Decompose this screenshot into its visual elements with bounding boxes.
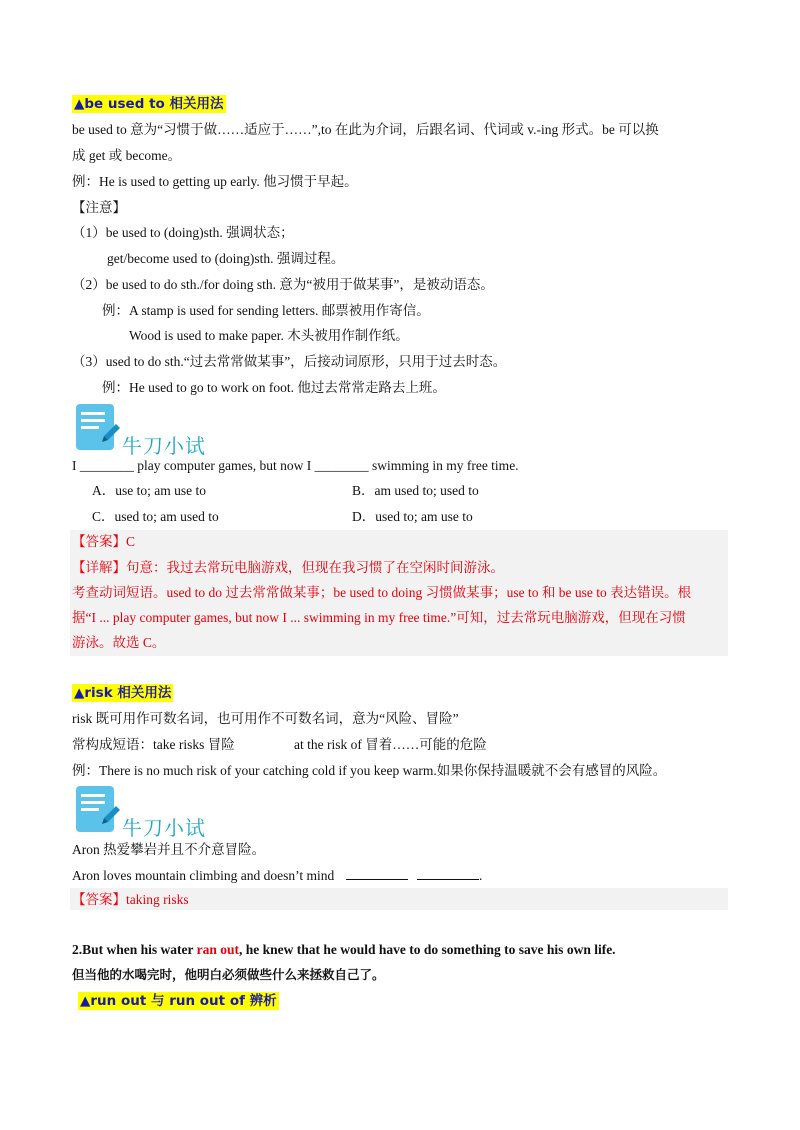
- sentence-translation: 但当他的水喝完时，他明白必须做些什么来拯救自己了。: [72, 967, 385, 982]
- quiz-question: I ________ play computer games, but now I ________ swimming in my free time.: [72, 458, 519, 473]
- notepad-pencil-icon: [74, 404, 120, 456]
- sentence-highlight: ran out: [196, 942, 240, 957]
- option-c: C．used to; am used to: [92, 509, 219, 524]
- option-b: B．am used to; used to: [352, 483, 479, 498]
- answer-line: 【答案】taking risks: [72, 892, 189, 907]
- detail-line: 考查动词短语。used to do 过去常常做某事；be used to doing 习惯做某事；use to 和 be use to 表达错误。根: [72, 585, 692, 600]
- sentence-part-2: , he knew that he would have to do something to save his own life.: [239, 942, 616, 957]
- practice-banner: [74, 786, 234, 842]
- blank-2: [417, 867, 479, 880]
- blank-1: [346, 867, 408, 880]
- text-line: 例：He used to go to work on foot. 他过去常常走路去上班。: [102, 380, 446, 395]
- practice-title: 牛刀小试: [122, 434, 206, 458]
- text-line: （2）be used to do sth./for doing sth. 意为“被用于做某事”，是被动语态。: [72, 277, 494, 292]
- text-line: risk 既可用作可数名词，也可用作不可数名词，意为“风险、冒险”: [72, 711, 459, 726]
- detail-line: 游泳。故选 C。: [72, 635, 166, 650]
- text-line: Wood is used to make paper. 木头被用作制作纸。: [129, 328, 409, 343]
- detail-line: 【详解】句意：我过去常玩电脑游戏，但现在我习惯了在空闲时间游泳。: [72, 560, 504, 575]
- practice-title: 牛刀小试: [122, 816, 206, 840]
- text-line: be used to 意为“习惯于做……适应于……”,to 在此为介词，后跟名词、代词或 v.-ing 形式。be 可以换: [72, 122, 659, 137]
- option-d: D．used to; am use to: [352, 509, 473, 524]
- practice-banner: [74, 404, 234, 460]
- text-line: at the risk of 冒着……可能的危险: [294, 737, 487, 752]
- detail-line: 据“I ... play computer games, but now I ... swimming in my free time.”可知，过去常玩电脑游戏，但现在习惯: [72, 610, 686, 625]
- text-line: get/become used to (doing)sth. 强调过程。: [107, 251, 345, 266]
- option-a: A．use to; am use to: [92, 483, 206, 498]
- quiz-prompt: Aron 热爱攀岩并且不介意冒险。: [72, 842, 266, 857]
- quiz-sentence-text: Aron loves mountain climbing and doesn’t mind: [72, 868, 335, 883]
- sentence-english: [72, 941, 616, 959]
- section-heading-risk: ▲risk 相关用法: [74, 685, 172, 701]
- section-heading-run-out: ▲run out 与 run out of 辨析: [80, 993, 277, 1009]
- answer-line: 【答案】C: [72, 534, 136, 549]
- text-line: 例：A stamp is used for sending letters. 邮票被用作寄信。: [102, 303, 430, 318]
- section-heading-be-used-to: ▲be used to 相关用法: [74, 96, 224, 112]
- note-label: 【注意】: [72, 200, 126, 215]
- notepad-pencil-icon: [74, 786, 120, 838]
- text-line: 例：There is no much risk of your catching cold if you keep warm.如果你保持温暖就不会有感冒的风险。: [72, 763, 667, 778]
- text-line: 例：He is used to getting up early. 他习惯于早起。: [72, 174, 358, 189]
- sentence-part-1: 2.But when his water: [72, 942, 194, 957]
- quiz-sentence-end: .: [478, 868, 483, 883]
- text-line: （1）be used to (doing)sth. 强调状态；: [72, 225, 294, 240]
- text-line: 成 get 或 become。: [72, 148, 182, 163]
- text-line: 常构成短语：take risks 冒险: [72, 737, 235, 752]
- quiz-sentence: [72, 867, 482, 885]
- text-line: （3）used to do sth.“过去常常做某事”，后接动词原形，只用于过去时态。: [72, 354, 507, 369]
